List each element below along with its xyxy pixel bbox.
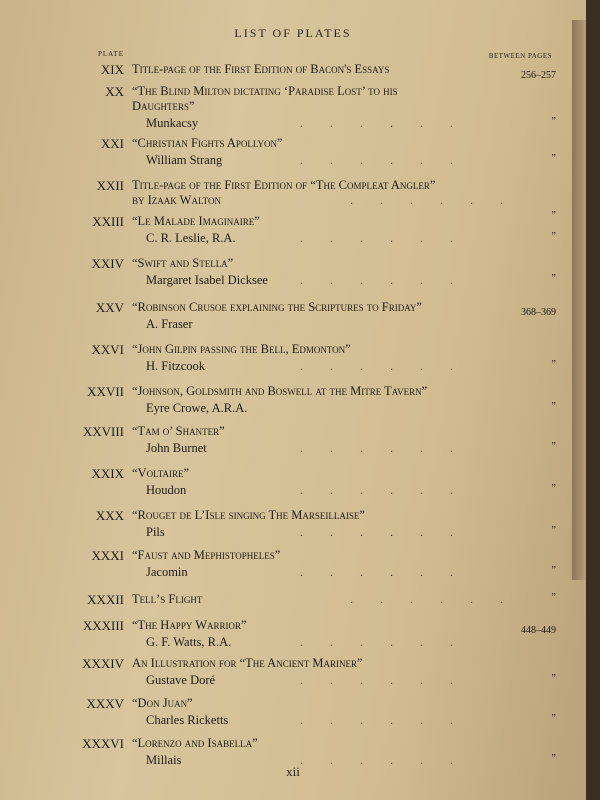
plate-artist: Houdon bbox=[146, 483, 187, 497]
plate-title: “The Happy Warrior” bbox=[132, 618, 247, 632]
leader-dots: . . . . . . bbox=[350, 193, 515, 207]
plate-artist: William Strang bbox=[146, 153, 223, 167]
plate-pages: ” bbox=[551, 153, 556, 164]
plate-artist: H. Fitzcook bbox=[146, 359, 206, 373]
plate-pages: 368–369 bbox=[521, 307, 556, 318]
plate-number: XXVI bbox=[91, 342, 124, 357]
plate-title: “Voltaire” bbox=[132, 466, 190, 480]
plate-number: XXXVI bbox=[82, 736, 124, 751]
plate-number: XXXV bbox=[86, 696, 124, 711]
plate-number: XXIII bbox=[92, 214, 124, 229]
plate-title: “Le Malade Imaginaire” bbox=[132, 214, 260, 228]
plate-title: Tell’s Flight bbox=[132, 592, 203, 606]
leader-dots: . . . . . . bbox=[300, 713, 465, 727]
plate-artist: John Burnet bbox=[146, 441, 207, 455]
plate-title: “Don Juan” bbox=[132, 696, 193, 710]
plate-column-label: PLATE bbox=[98, 50, 124, 58]
leader-dots: . . . . . . bbox=[300, 635, 465, 649]
leader-dots: . . . . . . bbox=[300, 441, 465, 455]
plate-pages: ” bbox=[551, 210, 556, 221]
plate-artist: Jacomin bbox=[146, 565, 188, 579]
plate-number: XXIX bbox=[91, 466, 124, 481]
leader-dots: . . . . . . bbox=[350, 592, 515, 606]
plate-title: “John Gilpin passing the Bell, Edmonton” bbox=[132, 342, 351, 356]
page-number: xii bbox=[286, 764, 300, 779]
plate-number: XIX bbox=[100, 62, 124, 77]
plate-title: Title-page of the First Edition of Bacon's Essays bbox=[132, 62, 390, 76]
leader-dots: . . . . . . bbox=[300, 673, 465, 687]
leader-dots: . . . . . . bbox=[300, 753, 465, 767]
plate-title: “Lorenzo and Isabella” bbox=[132, 736, 258, 750]
plate-title: An Illustration for “The Ancient Mariner” bbox=[132, 656, 363, 670]
plate-artist: A. Fraser bbox=[146, 317, 193, 331]
plate-number: XXI bbox=[100, 136, 124, 151]
plate-pages: 448–449 bbox=[521, 625, 556, 636]
leader-dots: . . . . . . bbox=[300, 116, 465, 130]
plate-title: “Christian Fights Apollyon” bbox=[132, 136, 283, 150]
plate-number: XXXI bbox=[91, 548, 124, 563]
plate-pages: ” bbox=[551, 565, 556, 576]
plate-number: XXXII bbox=[87, 592, 124, 607]
plate-number: XXV bbox=[95, 300, 124, 315]
plate-pages: ” bbox=[551, 592, 556, 603]
between-pages-column-label: BETWEEN PAGES bbox=[488, 52, 552, 60]
plate-pages: 256–257 bbox=[521, 70, 556, 81]
plate-title: “Robinson Crusoe explaining the Scriptures to Friday” bbox=[132, 300, 422, 314]
plate-number: XX bbox=[105, 84, 124, 99]
plate-pages: ” bbox=[551, 673, 556, 684]
plate-pages: ” bbox=[551, 273, 556, 284]
plate-artist: Millais bbox=[146, 753, 182, 767]
plate-number: XXVII bbox=[87, 384, 124, 399]
plate-number: XXXIV bbox=[82, 656, 124, 671]
plate-pages: ” bbox=[551, 713, 556, 724]
plate-pages: ” bbox=[551, 483, 556, 494]
plate-pages: ” bbox=[551, 525, 556, 536]
plate-pages: ” bbox=[551, 753, 556, 764]
plate-title: “The Blind Milton dictating ‘Paradise Lost’ to his Daughters” bbox=[132, 84, 398, 113]
plate-number: XXX bbox=[95, 508, 124, 523]
plate-title: “Faust and Mephistopheles” bbox=[132, 548, 281, 562]
leader-dots: . . . . . . bbox=[300, 525, 465, 539]
leader-dots: . . . . . . bbox=[300, 483, 465, 497]
plate-pages: ” bbox=[551, 401, 556, 412]
plate-title: “Johnson, Goldsmith and Boswell at the Mitre Tavern” bbox=[132, 384, 428, 398]
plate-pages: ” bbox=[551, 441, 556, 452]
page-heading: LIST OF PLATES bbox=[234, 26, 352, 40]
plate-title: Title-page of the First Edition of “The Compleat Angler” by Izaak Walton bbox=[132, 178, 436, 207]
plate-artist: Munkacsy bbox=[146, 116, 199, 130]
leader-dots: . . . . . . bbox=[300, 153, 465, 167]
plate-artist: Eyre Crowe, A.R.A. bbox=[146, 401, 248, 415]
plate-number: XXXIII bbox=[82, 618, 124, 633]
plate-number: XXVIII bbox=[82, 424, 124, 439]
plate-title: “Tam o’ Shanter” bbox=[132, 424, 225, 438]
plate-artist: Pils bbox=[146, 525, 165, 539]
plate-artist: Charles Ricketts bbox=[146, 713, 229, 727]
plate-title: “Swift and Stella” bbox=[132, 256, 234, 270]
leader-dots: . . . . . . bbox=[300, 231, 465, 245]
plate-title: “Rouget de L’Isle singing The Marseillaise” bbox=[132, 508, 365, 522]
plate-number: XXII bbox=[96, 178, 124, 193]
plate-pages: ” bbox=[551, 116, 556, 127]
plate-artist: Margaret Isabel Dicksee bbox=[146, 273, 268, 287]
plate-artist: C. R. Leslie, R.A. bbox=[146, 231, 236, 245]
plate-pages: ” bbox=[551, 359, 556, 370]
plate-pages: ” bbox=[551, 231, 556, 242]
leader-dots: . . . . . . bbox=[300, 359, 465, 373]
next-page-edge bbox=[572, 20, 586, 580]
plate-number: XXIV bbox=[91, 256, 124, 271]
leader-dots: . . . . . . bbox=[300, 565, 465, 579]
plate-artist: G. F. Watts, R.A. bbox=[146, 635, 232, 649]
leader-dots: . . . . . . bbox=[300, 273, 465, 287]
plate-artist: Gustave Doré bbox=[146, 673, 216, 687]
